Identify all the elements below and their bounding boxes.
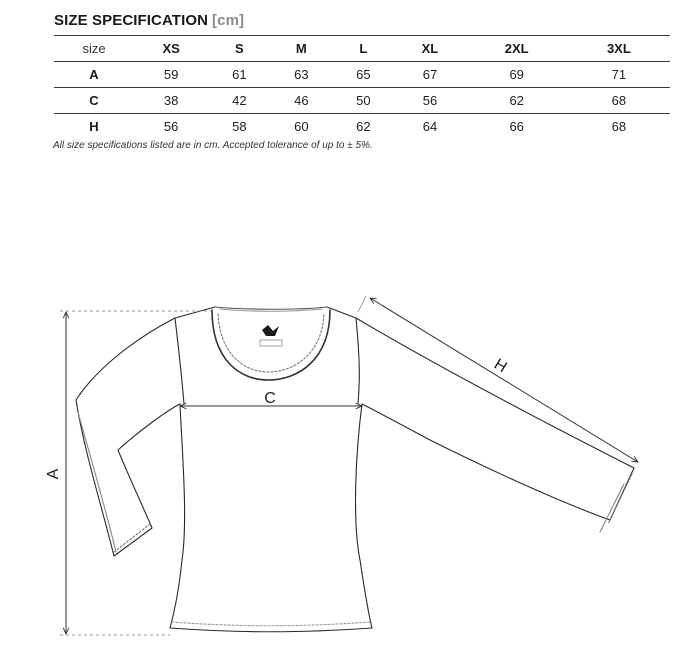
size-corner-label: size: [82, 41, 106, 56]
size-col-l: L: [359, 41, 368, 56]
table-cell: 69: [509, 67, 524, 82]
table-cell: 65: [356, 67, 371, 82]
row-label-a: A: [89, 67, 99, 82]
table-cell: 42: [232, 93, 247, 108]
dimension-c-label: C: [264, 390, 276, 407]
table-cell: 61: [232, 67, 247, 82]
table-cell: 67: [422, 67, 438, 82]
table-cell: 62: [509, 93, 524, 108]
table-cell: 58: [232, 119, 247, 134]
table-cell: 68: [611, 93, 627, 108]
tolerance-note: All size specifications listed are in cm. Accepted tolerance of up to ± 5%.: [53, 140, 373, 151]
size-col-s: S: [234, 41, 244, 56]
table-cell: 50: [356, 93, 371, 108]
table-cell: 60: [294, 119, 309, 134]
table-cell: 66: [509, 119, 524, 134]
dimension-a-label: A: [45, 468, 62, 480]
table-cell: 46: [294, 93, 309, 108]
table-cell: 38: [163, 93, 179, 108]
dimension-h-guide: [358, 296, 366, 312]
table-cell: 56: [163, 119, 179, 134]
table-cell: 63: [294, 67, 309, 82]
size-col-m: M: [295, 41, 307, 56]
size-col-xl: XL: [421, 41, 439, 56]
table-cell: 56: [422, 93, 438, 108]
brand-logo-icon: [260, 325, 282, 346]
dimension-h-line: [370, 298, 638, 462]
table-cell: 68: [611, 119, 627, 134]
size-col-2xl: 2XL: [504, 41, 529, 56]
dimension-h-label: H: [490, 355, 510, 377]
row-label-c: C: [89, 93, 99, 108]
table-cell: 64: [422, 119, 438, 134]
spec-title-unit: [cm]: [212, 12, 245, 29]
size-col-xs: XS: [162, 41, 180, 56]
row-label-h: H: [89, 119, 99, 134]
shirt-outline: [76, 307, 634, 632]
table-cell: 59: [163, 67, 179, 82]
table-cell: 71: [611, 67, 627, 82]
size-col-3xl: 3XL: [606, 41, 631, 56]
spec-title-text: SIZE SPECIFICATION: [54, 12, 209, 29]
table-cell: 62: [356, 119, 371, 134]
